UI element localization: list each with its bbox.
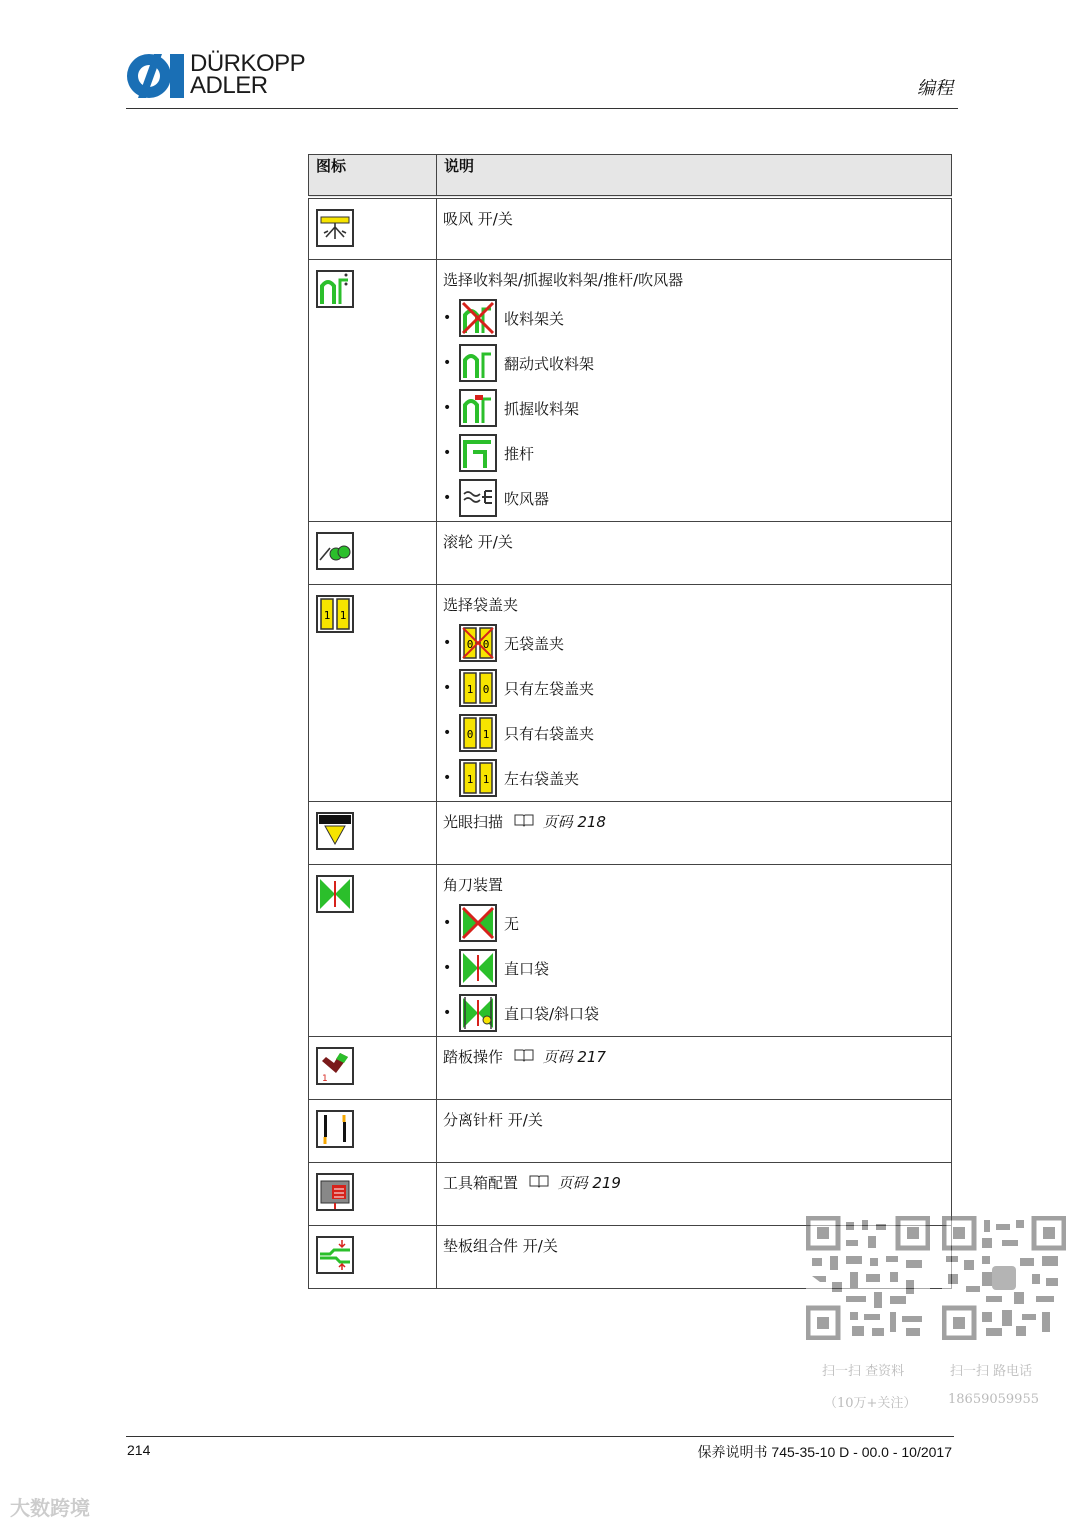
- pedal-icon: [316, 1047, 354, 1085]
- list-item: • 1 1 左右袋盖夹: [443, 756, 951, 801]
- flap-clamp-both-icon: [459, 759, 497, 797]
- option-label: 只有右袋盖夹: [504, 724, 595, 743]
- footer-divider: [126, 1436, 954, 1437]
- row-title: 工具箱配置: [443, 1173, 519, 1192]
- flap-right-value: 1: [339, 608, 347, 622]
- list-item: • 收料架关: [443, 296, 951, 341]
- stacker-flip-icon: [459, 344, 497, 382]
- list-item: • 抓握收料架: [443, 386, 951, 431]
- table-header-row: [309, 155, 952, 198]
- corner-knife-slanted-icon: [459, 994, 497, 1032]
- document-reference: 保养说明书 745-35-10 D - 00.0 - 10/2017: [697, 1444, 952, 1460]
- corner-knife-straight-icon: [459, 949, 497, 987]
- stacker-off-icon: [459, 299, 497, 337]
- option-list: [443, 901, 951, 1036]
- icon-table: [308, 154, 952, 1289]
- list-item: • 0 1 只有右袋盖夹: [443, 711, 951, 756]
- logo-line2: ADLER: [190, 72, 268, 99]
- list-item: • 1 0 只有左袋盖夹: [443, 666, 951, 711]
- option-label: 只有左袋盖夹: [504, 679, 595, 698]
- svg-text:0: 0: [466, 728, 474, 741]
- flap-clamp-right-icon: [459, 714, 497, 752]
- option-label: 无袋盖夹: [504, 634, 565, 653]
- column-header-description: 说明: [437, 155, 952, 198]
- watermark: 大数跨境: [10, 1496, 90, 1520]
- toolbox-icon: [316, 1173, 354, 1211]
- svg-text:1: 1: [482, 728, 490, 741]
- section-title: 编程: [917, 78, 953, 99]
- option-label: 左右袋盖夹: [504, 769, 580, 788]
- table-row: [309, 197, 952, 259]
- svg-text:1: 1: [482, 773, 490, 786]
- suction-fan-icon: [316, 209, 354, 247]
- qr-subcaption-left: （10万+关注）: [824, 1396, 917, 1411]
- row-title: 选择袋盖夹: [443, 595, 519, 614]
- table-row: [309, 1099, 952, 1162]
- row-title: 吸风 开/关: [443, 210, 513, 228]
- svg-text:1: 1: [466, 773, 474, 786]
- list-item: • 直口袋/斜口袋: [443, 991, 951, 1036]
- table-row: [309, 521, 952, 584]
- option-label: 翻动式收料架: [504, 354, 595, 373]
- table-row: [309, 584, 952, 801]
- list-item: • 吹风器: [443, 476, 951, 521]
- list-item: • 直口袋: [443, 946, 951, 991]
- qr-code-icon: [942, 1216, 1066, 1340]
- row-title: 踏板操作: [443, 1047, 504, 1066]
- svg-text:0: 0: [482, 638, 490, 651]
- list-item: • 无: [443, 901, 951, 946]
- table-row: [309, 864, 952, 1036]
- option-label: 抓握收料架: [504, 399, 580, 418]
- corner-knife-icon: [316, 875, 354, 913]
- header-divider: [126, 108, 958, 109]
- table-row: [309, 259, 952, 521]
- book-icon: [529, 1174, 549, 1188]
- option-label: 直口袋/斜口袋: [504, 1004, 600, 1023]
- svg-text:0: 0: [466, 638, 474, 651]
- option-label: 无: [504, 914, 520, 933]
- row-title: 垫板组合件 开/关: [443, 1236, 558, 1255]
- blower-icon: [459, 479, 497, 517]
- book-icon: [514, 813, 534, 827]
- row-title: 滚轮 开/关: [443, 532, 513, 551]
- option-label: 吹风器: [504, 489, 550, 508]
- pedal-number: 1: [322, 1073, 328, 1084]
- qr-subcaption-right: 18659059955: [948, 1392, 1039, 1407]
- page-reference-link[interactable]: 页码 218: [542, 812, 606, 831]
- option-list: [443, 621, 951, 801]
- flap-clamp-left-icon: [459, 669, 497, 707]
- roller-icon: [316, 532, 354, 570]
- stacker-flip-icon: [316, 270, 354, 308]
- qr-code-icon: [806, 1216, 930, 1340]
- page-reference-link[interactable]: 页码 217: [542, 1047, 606, 1066]
- table-row: [309, 1036, 952, 1099]
- needle-bar-icon: [316, 1110, 354, 1148]
- row-title: 光眼扫描: [443, 812, 504, 831]
- list-item: • 推杆: [443, 431, 951, 476]
- list-item: • 0 0 无袋盖夹: [443, 621, 951, 666]
- page-number: 214: [127, 1442, 151, 1458]
- svg-text:1: 1: [466, 683, 474, 696]
- logo-line1: DÜRKOPP: [190, 50, 306, 77]
- svg-text:0: 0: [482, 683, 490, 696]
- stacker-grip-icon: [459, 389, 497, 427]
- page-reference-link[interactable]: 页码 219: [557, 1173, 621, 1192]
- row-title: 角刀装置: [443, 875, 504, 894]
- option-label: 收料架关: [504, 309, 565, 328]
- qr-caption-left: 扫一扫 查资料: [822, 1364, 905, 1379]
- option-list: [443, 296, 951, 521]
- table-row: [309, 801, 952, 864]
- option-label: 推杆: [504, 444, 535, 463]
- pusher-icon: [459, 434, 497, 472]
- book-icon: [514, 1048, 534, 1062]
- durkopp-adler-logo: [126, 50, 326, 100]
- backing-plate-icon: [316, 1236, 354, 1274]
- row-title: 分离针杆 开/关: [443, 1110, 543, 1129]
- light-barrier-icon: [316, 812, 354, 850]
- flap-left-value: 1: [323, 608, 331, 622]
- option-label: 直口袋: [504, 959, 550, 978]
- column-header-icon: 图标: [309, 155, 437, 198]
- qr-caption-right: 扫一扫 路电话: [950, 1364, 1033, 1379]
- flap-clamp-icon: [316, 595, 354, 633]
- logo-mark-icon: [126, 52, 186, 100]
- list-item: • 翻动式收料架: [443, 341, 951, 386]
- flap-clamp-none-icon: [459, 624, 497, 662]
- corner-knife-none-icon: [459, 904, 497, 942]
- row-title: 选择收料架/抓握收料架/推杆/吹风器: [443, 270, 684, 289]
